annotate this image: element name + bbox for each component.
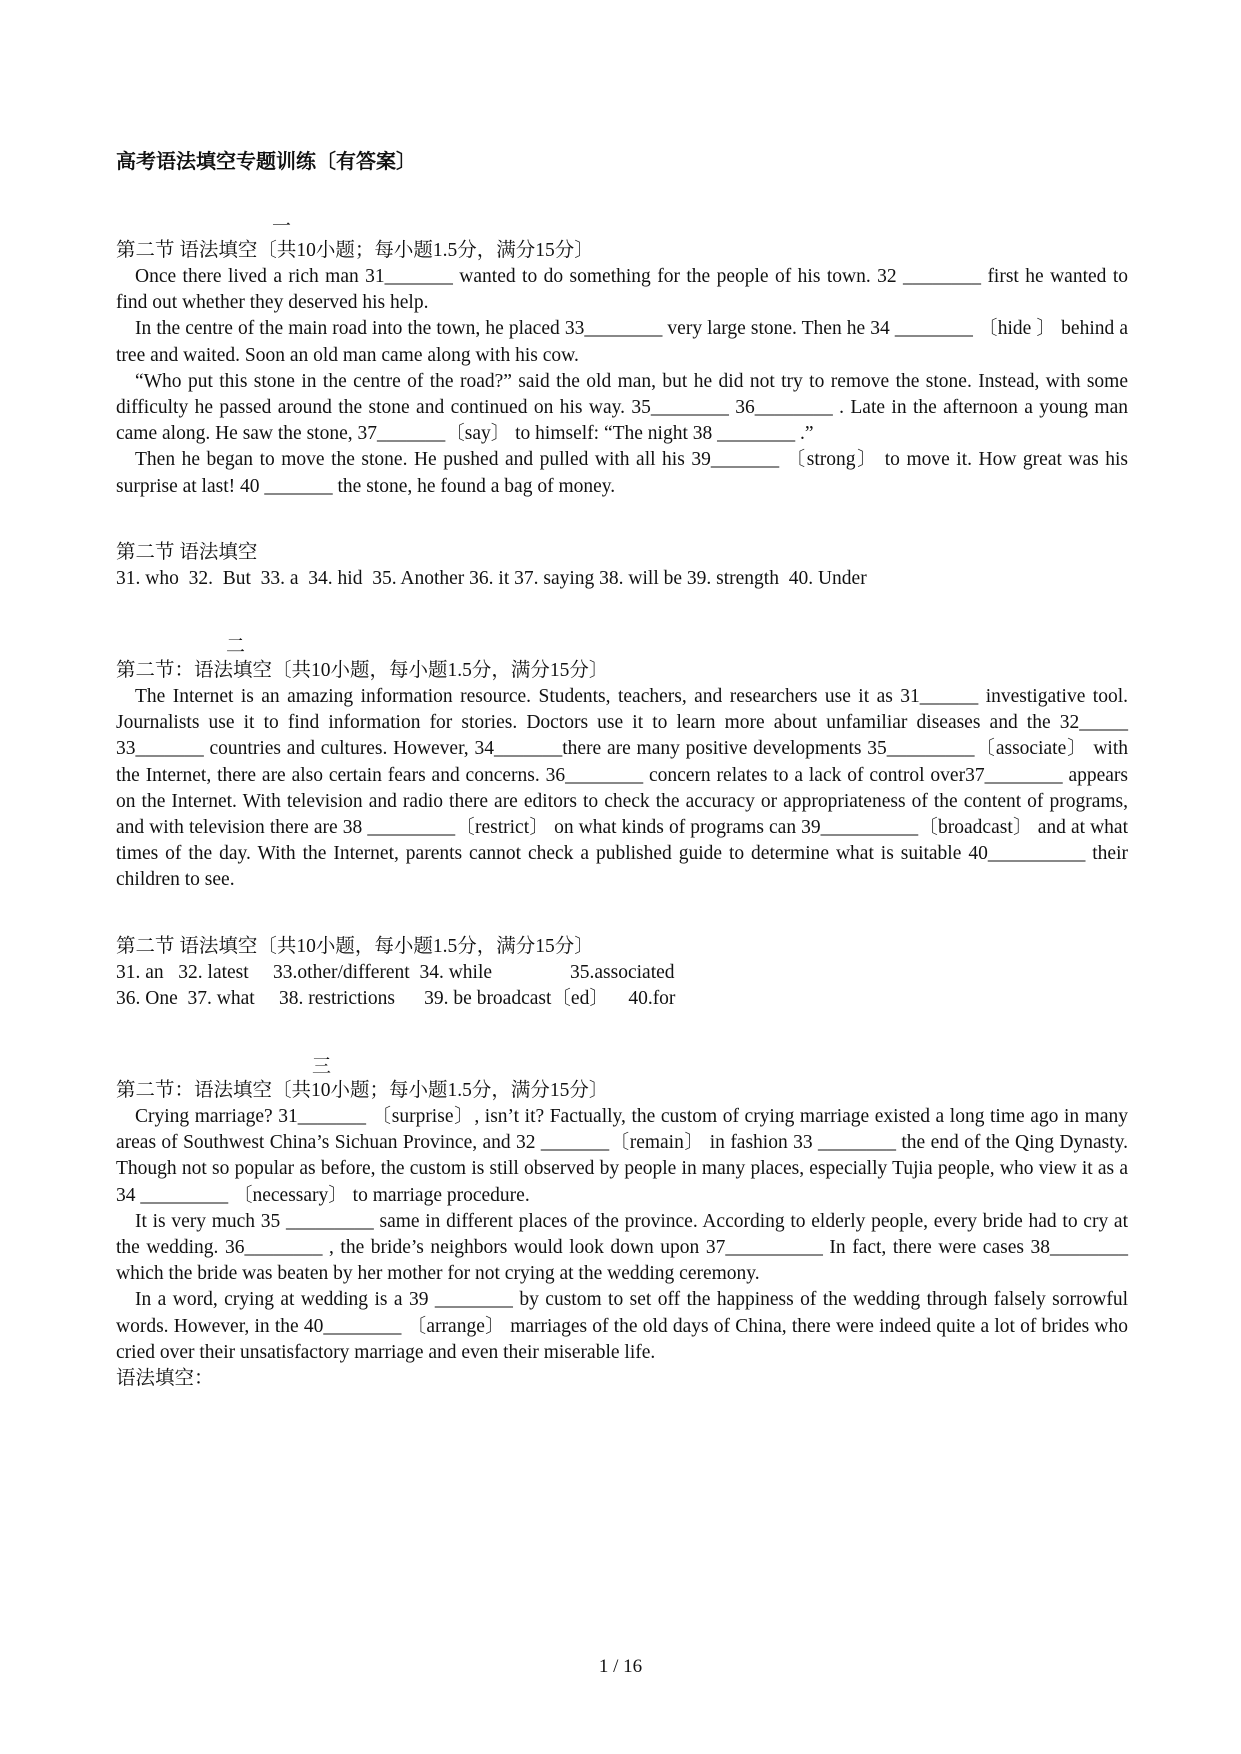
section-2-heading: 第二节：语法填空〔共10小题，每小题1.5分，满分15分〕 xyxy=(116,660,609,682)
section-3-paragraph-1: Crying marriage? 31_______ 〔surprise〕, isn’t it? Factually, the custom of crying marriage existed a long time ago in many areas of Southwest China’s Sichuan Province, and 32 _______〔remain〕 in fashion 33 ________ the end of the Qing Dynasty. Though not so popular as before, the custom is still observed by people in many places, especially Tujia people, who view it as a 34 _________ 〔necessary〕 to marriage procedure. xyxy=(116,1106,1128,1206)
document-title: 高考语法填空专题训练〔有答案〕 xyxy=(116,151,416,173)
page-content xyxy=(116,148,1128,1392)
section-1-numeral: 一 xyxy=(272,216,292,237)
section-1 xyxy=(116,216,1128,592)
section-2-answer-heading: 第二节 语法填空〔共10小题，每小题1.5分，满分15分〕 xyxy=(116,935,594,957)
section-1-heading: 第二节 语法填空〔共10小题；每小题1.5分，满分15分〕 xyxy=(116,240,594,261)
section-1-paragraph-2: In the centre of the main road into the town, he placed 33________ very large stone. Then he 34 ________ 〔hide 〕 behind a tree and waited. Soon an old man came along with his cow. xyxy=(116,318,1128,366)
section-3-answer-heading: 语法填空： xyxy=(116,1368,214,1390)
section-3-heading: 第二节：语法填空〔共10小题；每小题1.5分，满分15分〕 xyxy=(116,1080,609,1102)
section-2-numeral: 二 xyxy=(226,636,246,658)
section-1-answer-heading: 第二节 语法填空 xyxy=(116,541,258,563)
section-3-numeral: 三 xyxy=(312,1056,332,1078)
section-2-answer-key-line-1: 31. an 32. latest 33.other/different 34. while 35.associated xyxy=(116,961,675,983)
section-1-paragraph-4: Then he began to move the stone. He pushed and pulled with all his 39_______ 〔strong〕 to move it. How great was his surprise at last! 40 _______ the stone, he found a bag of money. xyxy=(116,449,1128,497)
section-1-answer-key: 31. who 32. But 33. a 34. hid 35. Another 36. it 37. saying 38. will be 39. strength 40. Under xyxy=(116,567,867,589)
section-1-paragraph-1: Once there lived a rich man 31_______ wanted to do something for the people of his town. 32 ________ first he wanted to find out whether they deserved his help. xyxy=(116,266,1128,314)
section-3 xyxy=(116,1056,1128,1392)
section-1-paragraph-3: “Who put this stone in the centre of the road?” said the old man, but he did not try to remove the stone. Instead, with some difficulty he passed around the stone and continued on his way. 35________ 36________ . Late in the afternoon a young man came along. He saw the stone, 37_______〔say〕 to himself: “The night 38 ________ .” xyxy=(116,370,1128,445)
page-number: 1 / 16 xyxy=(598,1656,643,1677)
section-2-answer-key-line-2: 36. One 37. what 38. restrictions 39. be broadcast〔ed〕 40.for xyxy=(116,987,676,1009)
section-3-paragraph-3: In a word, crying at wedding is a 39 ________ by custom to set off the happiness of the wedding through falsely sorrowful words. However, in the 40________ 〔arrange〕 marriages of the old days of China, there were indeed quite a lot of brides who cried over their unsatisfactory marriage and even their miserable life. xyxy=(116,1289,1128,1363)
section-3-paragraph-2: It is very much 35 _________ same in different places of the province. According to elderly people, every bride had to cry at the wedding. 36________ , the bride’s neighbors would look down upon 37__________ In fact, there were cases 38________ which the bride was beaten by her mother for not crying at the wedding ceremony. xyxy=(116,1210,1128,1285)
section-2 xyxy=(116,636,1128,1012)
section-2-paragraph-1: The Internet is an amazing information resource. Students, teachers, and researchers use it as 31______ investigative tool. Journalists use it to find information for stories. Doctors use it to learn more about unfamiliar diseases and the 32_____ 33_______ countries and cultures. However, 34_______there are many positive developments 35_________〔associate〕 with the Internet, there are also certain fears and concerns. 36________ concern relates to a lack of control over37________ appears on the Internet. With television and radio there are editors to check the accuracy or appropriateness of the content of programs, and with television there are 38 _________〔restrict〕 on what kinds of programs can 39__________〔broadcast〕 and at what times of the day. With the Internet, parents cannot check a published guide to determine what is suitable 40__________ their children to see. xyxy=(116,686,1128,891)
